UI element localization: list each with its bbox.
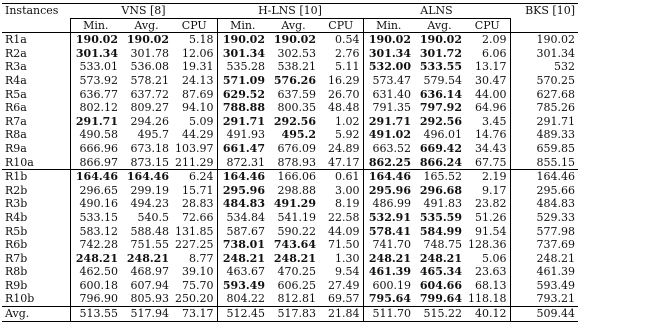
- table-cell: 748.75: [423, 238, 462, 252]
- table-cell: 67.75: [475, 155, 507, 169]
- table-cell: 301.34: [510, 47, 578, 61]
- table-cell: 165.52: [414, 170, 465, 184]
- table-cell: 13.17: [475, 60, 507, 74]
- table-row: [2, 47, 578, 61]
- table-cell: 9.54: [335, 265, 360, 279]
- header-cpu: CPU: [181, 18, 207, 32]
- table-cell: 532.00: [363, 60, 414, 74]
- table-cell: 788.88: [217, 101, 268, 115]
- instance-name: R1b: [2, 170, 70, 184]
- table-cell: 663.52: [363, 142, 414, 156]
- table-cell: 248.21: [510, 252, 578, 266]
- table-cell: 301.78: [130, 46, 169, 60]
- table-cell: 741.70: [363, 238, 414, 252]
- table-cell: 164.46: [510, 170, 578, 184]
- table-cell: 227.25: [175, 238, 214, 252]
- table-cell: 211.29: [175, 155, 214, 169]
- table-cell: 593.49: [217, 279, 268, 293]
- table-cell: 15.71: [182, 183, 214, 197]
- table-cell: 103.97: [175, 141, 214, 155]
- table-cell: 872.31: [217, 156, 268, 170]
- table-cell: 659.85: [510, 142, 578, 156]
- table-cell: 292.56: [419, 114, 462, 128]
- instance-name: R8b: [5, 265, 28, 279]
- instance-name: R3a: [5, 60, 27, 74]
- table-cell: 301.72: [419, 46, 462, 60]
- table-cell: 248.21: [217, 252, 268, 266]
- table-cell: 600.18: [70, 279, 121, 293]
- table-cell: 164.46: [121, 170, 172, 184]
- table-cell: 604.66: [419, 278, 462, 292]
- instance-name: R4a: [5, 73, 27, 87]
- results-table: [2, 3, 578, 322]
- table-row: [2, 184, 578, 198]
- table-cell: 292.56: [273, 114, 316, 128]
- table-cell: 248.21: [419, 251, 462, 265]
- average-cell: 517.94: [121, 307, 172, 322]
- instance-name: R1a: [5, 33, 27, 47]
- table-cell: 636.14: [419, 87, 462, 101]
- table-cell: 461.39: [510, 265, 578, 279]
- table-cell: 5.06: [482, 251, 507, 265]
- table-cell: 862.25: [363, 156, 414, 170]
- table-cell: 294.26: [130, 114, 169, 128]
- table-cell: 791.35: [363, 101, 414, 115]
- header-instances: Instances: [5, 4, 59, 18]
- table-cell: 534.84: [217, 211, 268, 225]
- average-cell: 21.84: [319, 307, 363, 322]
- table-cell: 8.77: [189, 251, 214, 265]
- table-cell: 1.02: [335, 114, 360, 128]
- average-cell: 511.70: [363, 307, 414, 322]
- table-cell: 47.17: [328, 155, 360, 169]
- table-cell: 291.71: [363, 115, 414, 129]
- table-cell: 536.08: [130, 60, 169, 74]
- table-row: [2, 265, 578, 279]
- table-cell: 164.46: [217, 170, 268, 184]
- average-cell: 40.12: [465, 307, 510, 322]
- table-cell: 785.26: [510, 101, 578, 115]
- table-cell: 461.39: [363, 265, 414, 279]
- table-cell: 578.41: [363, 225, 414, 239]
- table-cell: 637.72: [130, 87, 169, 101]
- header-min: Min.: [363, 18, 414, 33]
- table-cell: 0.61: [319, 170, 363, 184]
- table-cell: 3.45: [482, 114, 507, 128]
- table-cell: 571.09: [217, 74, 268, 88]
- instance-name: R2b: [5, 183, 28, 197]
- table-cell: 866.97: [70, 156, 121, 170]
- table-cell: 14.76: [475, 128, 507, 142]
- table-row: [2, 225, 578, 239]
- table-cell: 489.33: [510, 128, 578, 142]
- table-cell: 9.17: [482, 183, 507, 197]
- table-cell: 494.23: [130, 197, 169, 211]
- header-avg: Avg.: [134, 18, 159, 32]
- table-cell: 490.16: [70, 197, 121, 211]
- table-cell: 190.02: [510, 33, 578, 47]
- table-cell: 793.21: [510, 292, 578, 306]
- table-cell: 673.18: [130, 141, 169, 155]
- table-cell: 190.02: [70, 33, 121, 47]
- table-cell: 532.91: [363, 211, 414, 225]
- instance-name: R4b: [5, 210, 28, 224]
- table-cell: 593.49: [510, 279, 578, 293]
- table-cell: 533.01: [70, 60, 121, 74]
- table-cell: 298.88: [277, 183, 316, 197]
- table-cell: 802.12: [70, 101, 121, 115]
- table-cell: 742.28: [70, 238, 121, 252]
- table-cell: 669.42: [419, 141, 462, 155]
- table-row: [2, 156, 578, 170]
- table-cell: 468.97: [130, 265, 169, 279]
- table-cell: 465.34: [419, 265, 462, 279]
- table-row: [2, 60, 578, 74]
- table-row: [2, 74, 578, 88]
- average-cell: 517.83: [268, 307, 319, 322]
- table-cell: 51.26: [475, 210, 507, 224]
- table-cell: 30.47: [475, 73, 507, 87]
- average-cell: 513.55: [70, 307, 121, 322]
- table-cell: 800.35: [277, 101, 316, 115]
- table-cell: 588.48: [130, 224, 169, 238]
- table-cell: 533.15: [70, 211, 121, 225]
- table-cell: 606.25: [277, 278, 316, 292]
- instance-name: R3b: [5, 197, 28, 211]
- table-cell: 577.98: [510, 225, 578, 239]
- table-cell: 666.96: [70, 142, 121, 156]
- table-cell: 797.92: [419, 101, 462, 115]
- table-cell: 495.2: [281, 128, 316, 142]
- table-block-a: [2, 33, 578, 170]
- table-cell: 16.29: [328, 73, 360, 87]
- table-cell: 584.99: [419, 224, 462, 238]
- table-average: [2, 307, 578, 322]
- table-cell: 296.65: [70, 184, 121, 198]
- table-cell: 738.01: [217, 238, 268, 252]
- table-cell: 812.81: [277, 292, 316, 306]
- header-bks-blank: [510, 18, 578, 33]
- table-cell: 579.54: [423, 73, 462, 87]
- table-cell: 462.50: [70, 265, 121, 279]
- table-cell: 6.24: [172, 170, 217, 184]
- table-cell: 87.69: [182, 87, 214, 101]
- table-cell: 463.67: [217, 265, 268, 279]
- table-cell: 866.24: [419, 155, 462, 169]
- table-cell: 44.00: [475, 87, 507, 101]
- table-cell: 631.40: [363, 88, 414, 102]
- header-group-vns: VNS [8]: [70, 4, 217, 19]
- table-cell: 795.64: [363, 292, 414, 306]
- table-cell: 71.50: [328, 238, 360, 252]
- table-cell: 636.77: [70, 88, 121, 102]
- table-cell: 535.59: [419, 210, 462, 224]
- table-cell: 6.06: [482, 46, 507, 60]
- instance-name: R7a: [5, 114, 27, 128]
- table-cell: 661.47: [217, 142, 268, 156]
- table-cell: 295.66: [510, 184, 578, 198]
- table-cell: 164.46: [363, 170, 414, 184]
- table-cell: 248.21: [70, 252, 121, 266]
- table-cell: 495.7: [137, 128, 169, 142]
- table-cell: 69.57: [328, 292, 360, 306]
- table-cell: 64.96: [475, 101, 507, 115]
- table-cell: 190.02: [363, 33, 414, 47]
- table-cell: 24.89: [328, 141, 360, 155]
- table-cell: 27.49: [328, 278, 360, 292]
- table-cell: 486.99: [363, 197, 414, 211]
- table-cell: 39.10: [182, 265, 214, 279]
- table-row: [2, 197, 578, 211]
- table-cell: 23.82: [475, 197, 507, 211]
- table-cell: 5.18: [189, 33, 214, 47]
- table-row: [2, 101, 578, 115]
- table-cell: 484.83: [217, 197, 268, 211]
- table-cell: 3.00: [335, 183, 360, 197]
- table-cell: 12.06: [182, 46, 214, 60]
- table-cell: 291.71: [70, 115, 121, 129]
- table-cell: 583.12: [70, 225, 121, 239]
- instance-name: R9a: [5, 141, 27, 155]
- table-cell: 248.21: [273, 251, 316, 265]
- average-cell: 73.17: [172, 307, 217, 322]
- table-row: [2, 211, 578, 225]
- table-cell: 291.71: [510, 115, 578, 129]
- table-cell: 809.27: [130, 101, 169, 115]
- table-cell: 578.21: [130, 73, 169, 87]
- average-cell: 512.45: [217, 307, 268, 322]
- table-cell: 570.25: [510, 74, 578, 88]
- header-cpu: CPU: [328, 18, 354, 32]
- table-cell: 490.58: [70, 128, 121, 142]
- instance-name: R10a: [5, 155, 34, 169]
- table-cell: 190.02: [419, 33, 462, 47]
- table-cell: 2.09: [482, 33, 507, 47]
- table-cell: 878.93: [277, 155, 316, 169]
- table-cell: 573.92: [70, 74, 121, 88]
- table-cell: 22.58: [328, 210, 360, 224]
- table-cell: 470.25: [277, 265, 316, 279]
- table-cell: 737.69: [510, 238, 578, 252]
- instance-name: R7b: [5, 251, 28, 265]
- table-cell: 291.71: [217, 115, 268, 129]
- table-cell: 804.22: [217, 292, 268, 306]
- table-cell: 532: [510, 60, 578, 74]
- header-group-hlns: H-LNS [10]: [217, 4, 363, 19]
- table-row: [2, 292, 578, 306]
- table-cell: 302.53: [277, 46, 316, 60]
- header-avg: Avg.: [427, 18, 452, 32]
- table-cell: 5.11: [335, 60, 360, 74]
- table-row: [2, 170, 578, 184]
- table-cell: 28.83: [182, 197, 214, 211]
- table-cell: 573.47: [363, 74, 414, 88]
- table-cell: 164.46: [70, 170, 121, 184]
- header-cpu: CPU: [474, 18, 500, 32]
- table-cell: 26.70: [328, 87, 360, 101]
- header-min: Min.: [217, 18, 268, 33]
- table-cell: 805.93: [130, 292, 169, 306]
- table-cell: 484.83: [510, 197, 578, 211]
- table-cell: 629.52: [217, 88, 268, 102]
- table-cell: 295.96: [363, 184, 414, 198]
- table-cell: 128.36: [468, 238, 507, 252]
- table-cell: 190.02: [217, 33, 268, 47]
- table-row: [2, 88, 578, 102]
- table-cell: 24.13: [182, 73, 214, 87]
- table-row: [2, 115, 578, 129]
- table-cell: 2.76: [335, 46, 360, 60]
- table-cell: 72.66: [182, 210, 214, 224]
- average-label: Avg.: [2, 307, 70, 322]
- table-cell: 676.09: [277, 141, 316, 155]
- table-cell: 118.18: [468, 292, 507, 306]
- table-cell: 587.67: [217, 225, 268, 239]
- table-cell: 529.33: [510, 211, 578, 225]
- average-cell: 515.22: [414, 307, 465, 322]
- table-row: [2, 33, 578, 47]
- table-cell: 34.43: [475, 141, 507, 155]
- table-cell: 491.83: [423, 197, 462, 211]
- table-cell: 301.34: [217, 47, 268, 61]
- table-cell: 607.94: [130, 278, 169, 292]
- table-cell: 301.34: [363, 47, 414, 61]
- table-cell: 600.19: [363, 279, 414, 293]
- table-cell: 491.93: [217, 128, 268, 142]
- table-block-b: [2, 170, 578, 307]
- table-cell: 44.29: [182, 128, 214, 142]
- table-cell: 799.64: [419, 292, 462, 306]
- instance-name: R9b: [5, 278, 28, 292]
- table-cell: 190.02: [126, 33, 169, 47]
- table-cell: 0.54: [335, 33, 360, 47]
- table-cell: 23.63: [475, 265, 507, 279]
- table-cell: 590.22: [277, 224, 316, 238]
- table-cell: 2.19: [465, 170, 510, 184]
- header-group-alns: ALNS: [363, 4, 510, 19]
- instance-name: R6b: [5, 238, 28, 252]
- table-cell: 637.59: [277, 87, 316, 101]
- instance-name: R10b: [5, 292, 35, 306]
- table-cell: 627.68: [510, 88, 578, 102]
- header-min: Min.: [70, 18, 121, 33]
- table-cell: 538.21: [277, 60, 316, 74]
- table-row: [2, 279, 578, 293]
- table-cell: 576.26: [273, 73, 316, 87]
- table-cell: 48.48: [328, 101, 360, 115]
- table-cell: 496.01: [423, 128, 462, 142]
- instance-name: R2a: [5, 46, 27, 60]
- table-row: [2, 252, 578, 266]
- table-cell: 873.15: [130, 155, 169, 169]
- table-cell: 743.64: [273, 238, 316, 252]
- table-cell: 248.21: [363, 252, 414, 266]
- table-cell: 166.06: [268, 170, 319, 184]
- table-cell: 5.09: [189, 114, 214, 128]
- instance-name: R8a: [5, 128, 27, 142]
- table-cell: 535.28: [217, 60, 268, 74]
- table-cell: 75.70: [182, 278, 214, 292]
- table-cell: 190.02: [273, 33, 316, 47]
- table-row: [2, 238, 578, 252]
- table-cell: 44.09: [328, 224, 360, 238]
- table-cell: 299.19: [130, 183, 169, 197]
- table-cell: 296.68: [419, 183, 462, 197]
- header-blank: [2, 18, 70, 33]
- table-cell: 250.20: [175, 292, 214, 306]
- table-cell: 295.96: [217, 184, 268, 198]
- table-cell: 540.5: [137, 210, 169, 224]
- instance-name: R5b: [5, 224, 28, 238]
- table-cell: 94.10: [182, 101, 214, 115]
- instance-name: R5a: [5, 87, 27, 101]
- table-cell: 5.92: [335, 128, 360, 142]
- table-cell: 491.02: [363, 128, 414, 142]
- table-cell: 796.90: [70, 292, 121, 306]
- instance-name: R6a: [5, 101, 27, 115]
- header-bks: BKS [10]: [525, 4, 575, 18]
- table-cell: 19.31: [182, 60, 214, 74]
- header-avg: Avg.: [281, 18, 306, 32]
- table-cell: 533.55: [419, 60, 462, 74]
- table-cell: 8.19: [335, 197, 360, 211]
- table-cell: 855.15: [510, 156, 578, 170]
- table-row: [2, 142, 578, 156]
- table-cell: 68.13: [475, 278, 507, 292]
- table-cell: 751.55: [130, 238, 169, 252]
- table-row: [2, 128, 578, 142]
- table-cell: 1.30: [335, 251, 360, 265]
- table-cell: 131.85: [175, 224, 214, 238]
- average-cell: 509.44: [510, 307, 578, 322]
- average-row: [2, 307, 578, 322]
- table-cell: 91.54: [475, 224, 507, 238]
- table-cell: 541.19: [277, 210, 316, 224]
- table-cell: 248.21: [126, 251, 169, 265]
- table-cell: 301.34: [70, 47, 121, 61]
- table-cell: 491.29: [273, 197, 316, 211]
